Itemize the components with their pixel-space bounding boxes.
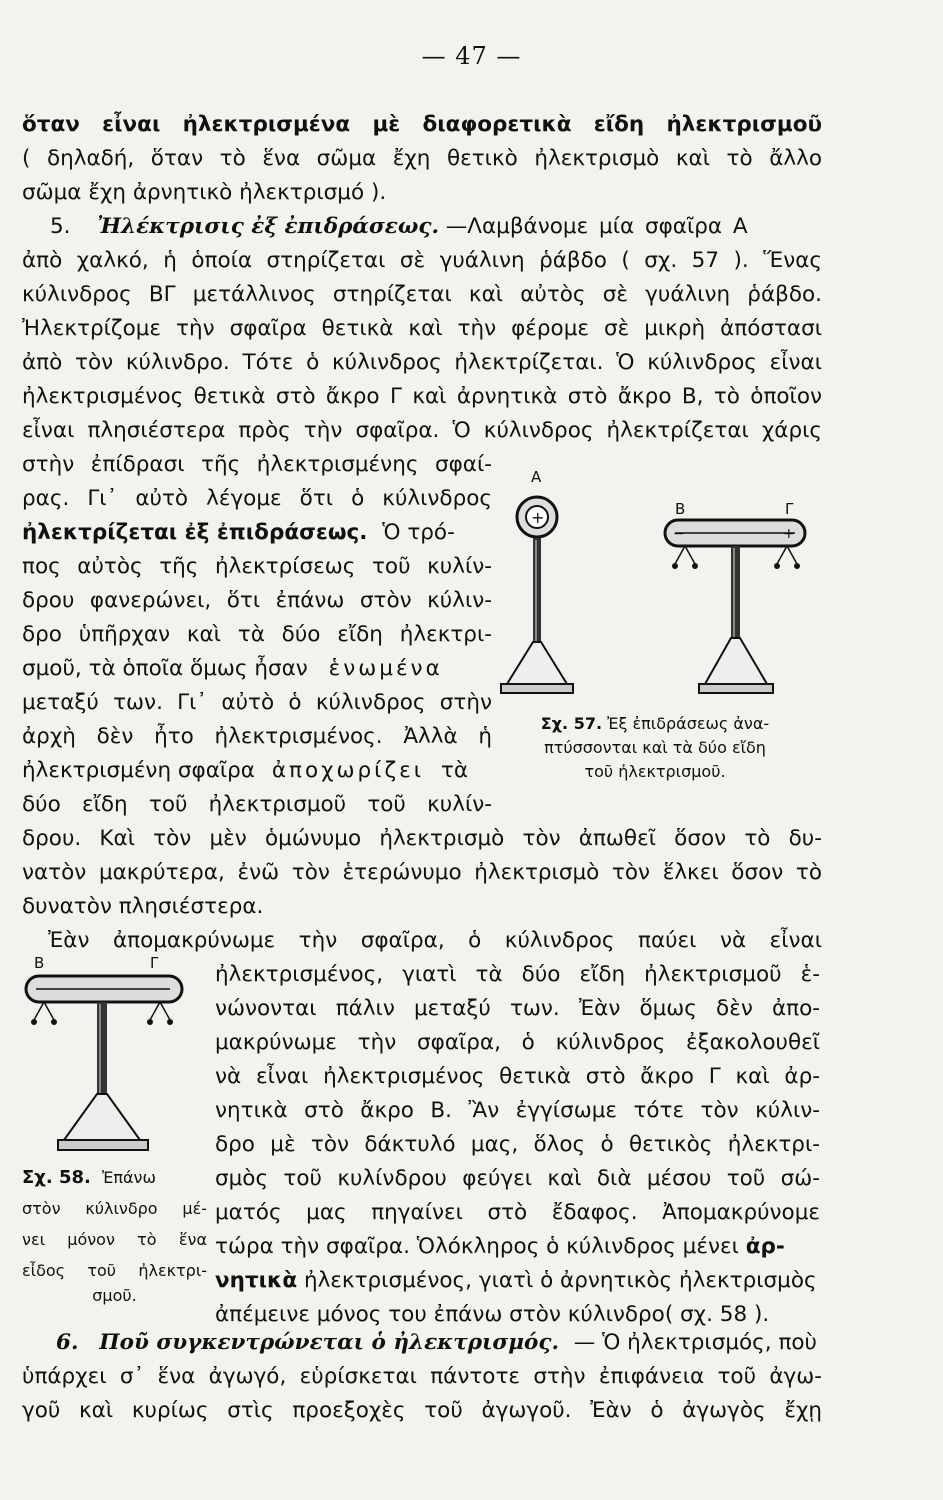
caption-number: Σχ. 58.: [22, 1167, 91, 1188]
text-fragment: ἠλεκτρισμένη σφαῖρα: [22, 758, 255, 783]
section-text: — Ὁ ἠλεκτρισμός, ποὺ: [573, 1330, 817, 1355]
text-line: δρου φανερώνει, ὅτι ἐπάνω στὸν κύλιν-: [22, 588, 492, 613]
caption-number: Σχ. 57.: [540, 714, 603, 733]
figure-58-caption-line: εἶδος τοῦ ἠλεκτρι-: [22, 1261, 207, 1280]
text-line: δρο μὲ τὸν δάκτυλό μας, ὅλος ὁ θετικὸς ἠλεκτρι-: [215, 1132, 820, 1157]
text-line: [215, 1230, 820, 1264]
text-fragment: τώρα τὴν σφαῖρα. Ὁλόκληρος ὁ κύλινδρος μένει: [215, 1234, 739, 1259]
text-line: μεταξύ των. Γι᾽ αὐτὸ ὁ κύλινδρος στὴν: [22, 690, 492, 715]
text-line: νητικὰ στὸ ἄκρο Β. Ἂν ἐγγίσωμε τότε τὸν κύλιν-: [215, 1098, 820, 1123]
spaced-word: ἀποχωρίζει: [271, 758, 425, 783]
caption-text: Ἐξ ἐπιδράσεως ἀνα-: [607, 714, 770, 733]
figure-57-caption: [495, 712, 815, 784]
label-g: Γ: [785, 500, 794, 518]
label-b: Β: [34, 954, 45, 972]
text-line: σῶμα ἔχη ἀρνητικὸ ἠλεκτρισμό ).: [22, 180, 387, 205]
bold-phrase: ἠλεκτρίζεται ἐξ ἐπιδράσεως.: [22, 520, 368, 545]
label-b: Β: [675, 500, 686, 518]
caption-line: πτύσσονται καὶ τὰ δύο εἴδη: [544, 738, 766, 757]
text-line: δύο εἴδη τοῦ ἠλεκτρισμοῦ τοῦ κυλίν-: [22, 792, 492, 817]
text-line: δρου. Καὶ τὸν μὲν ὁμώνυμο ἠλεκτρισμὸ τὸν ἀπωθεῖ ὅσον τὸ δυ-: [22, 826, 822, 851]
label-g: Γ: [150, 954, 159, 972]
figure-58-caption-line: σμοῦ.: [92, 1286, 137, 1305]
text-line: Ἐὰν ἀπομακρύνωμε τὴν σφαῖρα, ὁ κύλινδρος παύει νὰ εἶναι: [48, 928, 822, 953]
text-fragment: Ὁ τρό-: [382, 520, 455, 545]
text-line: ( δηλαδή, ὅταν τὸ ἕνα σῶμα ἔχη θετικὸ ἠλεκτρισμὸ καὶ τὸ ἄλλο: [22, 146, 822, 171]
figure-58-caption-line: [22, 1162, 207, 1193]
text-fragment: σμοῦ, τὰ ὁποῖα ὅμως ἦσαν: [22, 656, 308, 681]
text-line: μακρύνωμε τὴν σφαῖρα, ὁ κύλινδρος ἐξακολουθεῖ: [215, 1030, 820, 1055]
text-line: πος αὐτὸς τῆς ἠλεκτρίσεως τοῦ κυλίν-: [22, 554, 492, 579]
section-text: —Λαμβάνομε μία σφαῖρα Α: [445, 214, 748, 239]
caption-line: [495, 712, 815, 736]
section-title: Ποῦ συγκεντρώνεται ὁ ἠλεκτρισμός.: [99, 1330, 559, 1355]
section-5-heading-line: [22, 210, 822, 244]
bold-word: ἀρ-: [745, 1234, 785, 1259]
figure-57-diagram: [495, 462, 825, 702]
text-line: στὴν ἐπίδρασι τῆς ἠλεκτρισμένης σφαί-: [22, 452, 492, 477]
section-6-heading-line: [22, 1326, 822, 1360]
text-fragment: ἠλεκτρισμένος, γιατὶ ὁ ἀρνητικὸς ἠλεκτρισμὸς: [303, 1268, 817, 1293]
spaced-word: ἑνωμένα: [328, 656, 443, 681]
text-line: ἠλεκτρισμένος, γιατὶ τὰ δύο εἴδη ἠλεκτρισμοῦ ἑ-: [215, 962, 820, 987]
text-line: νατὸν μακρύτερα, ἐνῶ τὸν ἑτερώνυμο ἠλεκτρισμὸ τὸν ἕλκει ὅσον τὸ: [22, 860, 822, 885]
text-line: ρας. Γι᾽ αὐτὸ λέγομε ὅτι ὁ κύλινδρος: [22, 486, 492, 511]
text-line: ἀπέμεινε μόνος του ἐπάνω στὸν κύλινδρο( σχ. 58 ).: [215, 1302, 770, 1327]
figure-58-caption-line: νει μόνον τὸ ἕνα: [22, 1230, 207, 1249]
page-number: — 47 —: [421, 42, 522, 70]
text-line: ἠλεκτρισμένος θετικὰ στὸ ἄκρο Γ καὶ ἀρνητικὰ στὸ ἄκρο Β, τὸ ὁποῖον: [22, 384, 822, 409]
text-line: δυνατὸν πλησιέστερα.: [22, 894, 264, 919]
text-line: γοῦ καὶ κυρίως στὶς προεξοχὲς τοῦ ἀγωγοῦ. Ἐὰν ὁ ἀγωγὸς ἔχῃ: [22, 1398, 822, 1423]
text-line: Ἠλεκτρίζομε τὴν σφαῖρα θετικὰ καὶ τὴν φέρομε σὲ μικρὴ ἀπόστασι: [22, 316, 822, 341]
text-line: νώνονται πάλιν μεταξύ των. Ἐὰν ὅμως δὲν ἀπο-: [215, 996, 820, 1021]
text-line: σμὸς τοῦ κυλίνδρου φεύγει καὶ διὰ μέσου τοῦ σώ-: [215, 1166, 820, 1191]
text-line: [22, 652, 492, 686]
text-line: ματός μας πηγαίνει στὸ ἔδαφος. Ἀπομακρύνομε: [215, 1200, 820, 1225]
caption-text: Ἐπάνω: [102, 1168, 156, 1187]
text-line: [22, 516, 492, 550]
text-line: ὑπάρχει σ᾽ ἕνα ἀγωγό, εὑρίσκεται πάντοτε στὴν ἐπιφάνεια τοῦ ἀγω-: [22, 1364, 822, 1389]
svg-text:+: +: [783, 526, 795, 542]
text-line: κύλινδρος ΒΓ μετάλλινος στηρίζεται καὶ αὐτὸς σὲ γυάλινη ῥάβδο.: [22, 282, 822, 307]
section-title: Ἠλέκτρισις ἐξ ἐπιδράσεως.: [97, 214, 439, 239]
figure-58-caption-line: στὸν κύλινδρο μέ-: [22, 1199, 207, 1218]
text-line: εἶναι πλησιέστερα πρὸς τὴν σφαῖρα. Ὁ κύλινδρος ἠλεκτρίζεται χάρις: [22, 418, 822, 443]
label-a: Α: [531, 468, 542, 486]
text-line: [215, 1264, 820, 1298]
text-line: ἀπὸ χαλκό, ἡ ὁποία στηρίζεται σὲ γυάλινη ῥάβδο ( σχ. 57 ). Ἕνας: [22, 248, 822, 273]
svg-text:−: −: [673, 526, 685, 542]
bold-word: νητικὰ: [215, 1268, 298, 1293]
text-line: δρο ὑπῆρχαν καὶ τὰ δύο εἴδη ἠλεκτρι-: [22, 622, 492, 647]
section-number: 6.: [56, 1330, 79, 1355]
text-line: ἀρχὴ δὲν ἦτο ἠλεκτρισμένος. Ἀλλὰ ἡ: [22, 724, 492, 749]
text-line: [22, 754, 492, 788]
text-fragment: τὰ: [440, 758, 469, 783]
caption-line: τοῦ ἠλεκτρισμοῦ.: [584, 762, 726, 781]
section-number: 5.: [50, 214, 71, 239]
text-line: ἀπὸ τὸν κύλινδρο. Τότε ὁ κύλινδρος ἠλεκτρίζεται. Ὁ κύλινδρος εἶναι: [22, 350, 822, 375]
text-line: ὅταν εἶναι ἠλεκτρισμένα μὲ διαφορετικὰ εἴδη ἠλεκτρισμοῦ: [22, 112, 822, 137]
figure-58-diagram: [20, 952, 200, 1160]
svg-text:+: +: [531, 508, 545, 527]
text-line: νὰ εἶναι ἠλεκτρισμένος θετικὰ στὸ ἄκρο Γ καὶ ἀρ-: [215, 1064, 820, 1089]
